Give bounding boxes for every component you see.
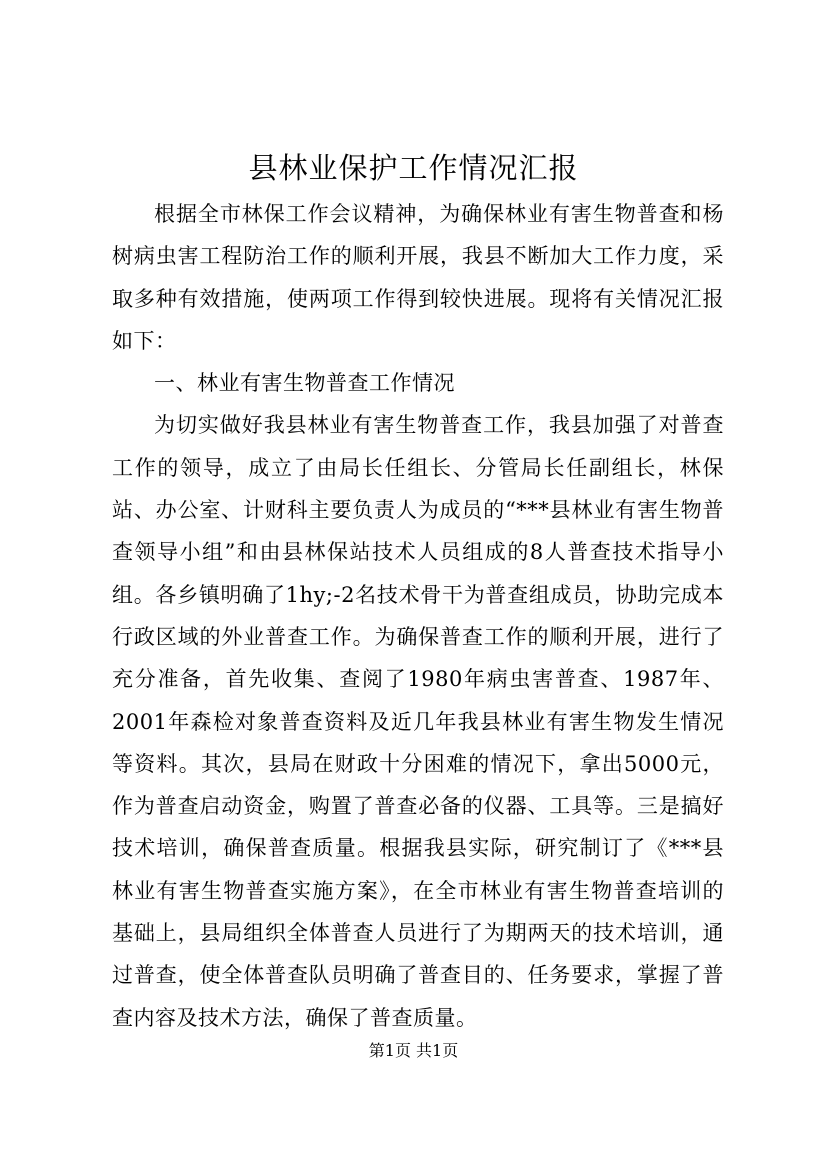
document-title: 县林业保护工作情况汇报 bbox=[248, 151, 579, 185]
page-footer: 第1页 共1页 bbox=[368, 1041, 459, 1060]
section-heading: 一、林业有害生物普查工作情况 bbox=[154, 371, 455, 396]
document-body bbox=[112, 193, 724, 1039]
section-paragraph: 为切实做好我县林业有害生物普查工作，我县加强了对普查工作的领导，成立了由局长任组长、分管局长任副组长，林保站、办公室、计财科主要负责人为成员的“***县林业有害生物普查领导小组”和由县林保站技术人员组成的8人普查技术指导小组。各乡镇明确了1hy;-2名技术骨干为普查组成员，协助完成本行政区域的外业普查工作。为确保普查工作的顺利开展，进行了充分准备，首先收集、查阅了1980年病虫害普查、1987年、2001年森检对象普查资料及近几年我县林业有害生物发生情况等资料。其次，县局在财政十分困难的情况下，拿出5000元，作为普查启动资金，购置了普查必备的仪器、工具等。三是搞好技术培训，确保普查质量。根据我县实际，研究制订了《***县林业有害生物普查实施方案》，在全市林业有害生物普查培训的基础上，县局组织全体普查人员进行了为期两天的技术培训，通过普查，使全体普查队员明确了普查目的、任务要求，掌握了普查内容及技术方法，确保了普查质量。 bbox=[112, 413, 724, 1030]
intro-paragraph: 根据全市林保工作会议精神，为确保林业有害生物普查和杨树病虫害工程防治工作的顺利开展，我县不断加大工作力度，采取多种有效措施，使两项工作得到较快进展。现将有关情况汇报如下： bbox=[112, 202, 724, 353]
